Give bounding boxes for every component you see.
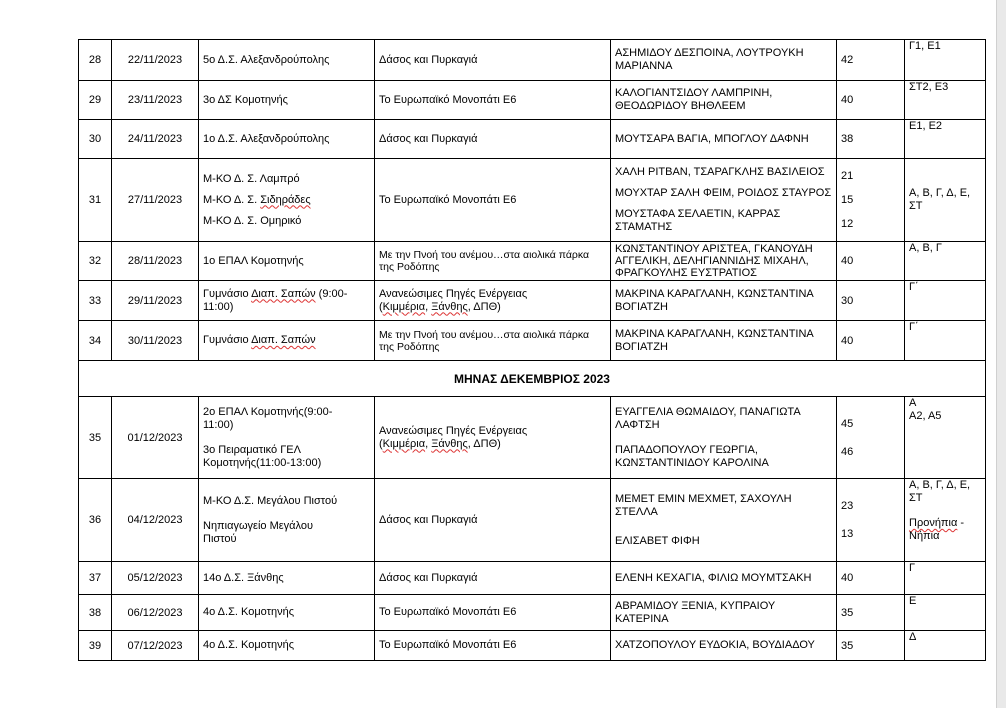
educator-line: ΜΕΜΕΤ ΕΜΙΝ ΜΕΧΜΕΤ, ΣΑΧΟΥΛΗ (615, 492, 792, 505)
student-count: 40 (837, 242, 905, 281)
educator-line: ΜΑΚΡΙΝΑ ΚΑΡΑΓΛΑΝΗ, ΚΩΝΣΤΑΝΤΙΝΑ (615, 327, 814, 340)
school-line-text: (9:00- (315, 287, 348, 300)
student-count-line: 13 (841, 528, 854, 540)
student-count-line: 12 (841, 218, 854, 230)
row-number: 29 (79, 81, 112, 120)
educator-line: ΚΑΤΕΡΙΝΑ (615, 612, 669, 625)
classes-line: Α, Β, Γ, Δ, Ε, (909, 479, 971, 491)
classes-line: Α (909, 397, 917, 409)
educator-line: ΘΕΟΔΩΡΙΔΟΥ ΒΗΘΛΕΕΜ (615, 100, 746, 112)
school-line: 11:00) (203, 418, 234, 431)
educators (611, 479, 837, 562)
visit-date: 07/12/2023 (112, 631, 199, 661)
misspelled-word: Ξάνθης (431, 300, 468, 313)
row-number: 39 (79, 631, 112, 661)
school-name: 3ο ΔΣ Κομοτηνής (199, 81, 375, 120)
visit-date: 05/12/2023 (112, 562, 199, 595)
school-name: 4ο Δ.Σ. Κομοτηνής (199, 595, 375, 631)
classes (905, 479, 986, 562)
classes (905, 159, 986, 242)
row-number: 33 (79, 281, 112, 321)
school-line-text: Γυμνάσιο (203, 287, 252, 300)
school-name (199, 159, 375, 242)
student-count: 30 (837, 281, 905, 321)
educator-line: ΜΑΡΙΑΝΝΑ (615, 60, 673, 72)
misspelled-word: Διαπ. Σαπών (251, 334, 316, 346)
program-name: Το Ευρωπαϊκό Μονοπάτι Ε6 (375, 81, 611, 120)
row-number: 34 (79, 321, 112, 361)
row-number: 28 (79, 40, 112, 81)
student-count-line: 15 (841, 194, 854, 206)
educator-line: ΚΩΝΣΤΑΝΤΙΝΙΔΟΥ ΚΑΡΟΛΙΝΑ (615, 456, 769, 469)
classes-line: ΣΤ (909, 492, 923, 504)
classes: Ε1, Ε2 (905, 120, 986, 159)
educators (611, 81, 837, 120)
educators (611, 562, 837, 595)
educator-line: ΣΤΑΜΑΤΗΣ (615, 221, 673, 233)
school-name (199, 321, 375, 361)
row-number: 37 (79, 562, 112, 595)
school-line (203, 288, 370, 301)
visit-date: 23/11/2023 (112, 81, 199, 120)
program-name: Δάσος και Πυρκαγιά (375, 120, 611, 159)
educator-line: ΕΥΑΓΓΕΛΙΑ ΘΩΜΑΙΔΟΥ, ΠΑΝΑΓΙΩΤΑ (615, 405, 801, 418)
row-number: 31 (79, 159, 112, 242)
classes-line (909, 517, 981, 530)
school-name: 4ο Δ.Σ. Κομοτηνής (199, 631, 375, 661)
program-line: Με την Πνοή του ανέμου…στα αιολικά πάρκα (379, 328, 590, 341)
table-row (79, 479, 986, 562)
educator-line: ΜΟΥΤΣΑΡΑ ΒΑΓΙΑ, ΜΠΟΓΛΟΥ ΔΑΦΝΗ (615, 132, 809, 145)
misspelled-word: Κιμμέρια (382, 437, 426, 450)
student-count-line: 21 (841, 170, 854, 182)
student-count: 40 (837, 81, 905, 120)
educator-line: ΛΑΦΤΣΗ (615, 418, 660, 431)
program-name: Το Ευρωπαϊκό Μονοπάτι Ε6 (375, 631, 611, 661)
educator-line: ΚΑΛΟΓΙΑΝΤΣΙΔΟΥ ΛΑΜΠΡΙΝΗ, (615, 87, 773, 99)
table-row (79, 321, 986, 361)
educators (611, 397, 837, 479)
row-number: 38 (79, 595, 112, 631)
student-count (837, 397, 905, 479)
educator-line: ΒΟΓΙΑΤΖΗ (615, 300, 668, 313)
classes (905, 397, 986, 479)
misspelled-word: Διαπ. Σαπών (251, 287, 316, 300)
visit-date: 27/11/2023 (112, 159, 199, 242)
program-line: Ανανεώσιμες Πηγές Ενέργειας (379, 287, 528, 300)
school-line: 3ο Πειραματικό ΓΕΛ (203, 443, 301, 456)
row-number: 30 (79, 120, 112, 159)
student-count (837, 159, 905, 242)
educator-line: ΜΟΥΧΤΑΡ ΣΑΛΗ ΦΕΙΜ, ΡΟΙΔΟΣ ΣΤΑΥΡΟΣ (615, 187, 832, 199)
classes: Γ (905, 562, 986, 595)
educators (611, 120, 837, 159)
school-line-text: Γυμνάσιο (203, 334, 252, 346)
classes-line: ΣΤ (909, 200, 923, 212)
month-header: ΜΗΝΑΣ ΔΕΚΕΜΒΡΙΟΣ 2023 (79, 361, 986, 397)
row-number: 32 (79, 242, 112, 281)
school-line: 2ο ΕΠΑΛ Κομοτηνής(9:00- (203, 405, 333, 418)
table-row (79, 81, 986, 120)
program-name (375, 397, 611, 479)
visit-date: 06/12/2023 (112, 595, 199, 631)
educator-line: ΒΟΓΙΑΤΖΗ (615, 340, 668, 353)
educators (611, 281, 837, 321)
educators (611, 242, 837, 281)
educator-line: ΦΡΑΓΚΟΥΛΗΣ ΕΥΣΤΡΑΤΙΟΣ (615, 267, 757, 279)
classes-line: Α, Β, Γ, Δ, Ε, (909, 187, 971, 199)
educators (611, 40, 837, 81)
program-name: Δάσος και Πυρκαγιά (375, 479, 611, 562)
school-line: Κομοτηνής(11:00-13:00) (203, 456, 322, 469)
table-row (79, 281, 986, 321)
student-count-line: 45 (841, 417, 854, 430)
classes-line-text: - (957, 517, 965, 529)
student-count: 42 (837, 40, 905, 81)
classes: Ε (905, 595, 986, 631)
educator-line: ΧΑΛΗ ΡΙΤΒΑΝ, ΤΣΑΡΑΓΚΛΗΣ ΒΑΣΙΛΕΙΟΣ (615, 166, 825, 178)
table-row (79, 242, 986, 281)
educator-line: ΕΛΕΝΗ ΚΕΧΑΓΙΑ, ΦΙΛΙΩ ΜΟΥΜΤΣΑΚΗ (615, 571, 812, 584)
schedule-table (78, 39, 986, 661)
student-count-line: 46 (841, 445, 854, 458)
educator-line: ΜΑΚΡΙΝΑ ΚΑΡΑΓΛΑΝΗ, ΚΩΝΣΤΑΝΤΙΝΑ (615, 287, 814, 300)
student-count: 40 (837, 562, 905, 595)
program-line (379, 301, 606, 314)
program-line-text: , (425, 300, 432, 313)
program-line: Ανανεώσιμες Πηγές Ενέργειας (379, 424, 528, 437)
misspelled-word: Σιδηράδες (260, 193, 311, 206)
classes-line: Α2, Α5 (909, 410, 942, 422)
program-line: της Ροδόπης (379, 340, 440, 353)
school-line: 11:00) (203, 300, 234, 313)
school-name: 1ο ΕΠΑΛ Κομοτηνής (199, 242, 375, 281)
program-name: Το Ευρωπαϊκό Μονοπάτι Ε6 (375, 159, 611, 242)
school-name: 1ο Δ.Σ. Αλεξανδρούπολης (199, 120, 375, 159)
visit-date: 24/11/2023 (112, 120, 199, 159)
educators (611, 595, 837, 631)
school-name: 5ο Δ.Σ. Αλεξανδρούπολης (199, 40, 375, 81)
classes: ΣΤ2, Ε3 (905, 81, 986, 120)
school-line: Πιστού (203, 532, 237, 545)
row-number: 36 (79, 479, 112, 562)
student-count-line: 23 (841, 500, 854, 512)
program-name: Δάσος και Πυρκαγιά (375, 40, 611, 81)
school-line: Μ-ΚΟ Δ. Σ. Λαμπρό (203, 172, 300, 185)
classes: Γ΄ (905, 321, 986, 361)
program-name (375, 281, 611, 321)
school-name (199, 479, 375, 562)
visit-date: 28/11/2023 (112, 242, 199, 281)
table-row (79, 159, 986, 242)
school-name (199, 281, 375, 321)
misspelled-word: Κιμμέρια (382, 300, 426, 313)
educator-line: ΧΑΤΖΟΠΟΥΛΟΥ ΕΥΔΟΚΙΑ, ΒΟΥΔΙΑΔΟΥ (615, 639, 815, 651)
table-row (79, 631, 986, 661)
program-name: Δάσος και Πυρκαγιά (375, 562, 611, 595)
misspelled-word: Ξάνθης (431, 437, 468, 450)
program-name (375, 242, 611, 281)
table-row (79, 562, 986, 595)
month-header-row (79, 361, 986, 397)
program-line-text: , (425, 437, 432, 450)
program-line (379, 438, 606, 451)
school-line-text: Μ-ΚΟ Δ. Σ. (203, 193, 261, 206)
program-line: της Ροδόπης (379, 261, 440, 273)
educator-line: ΑΣΗΜΙΔΟΥ ΔΕΣΠΟΙΝΑ, ΛΟΥΤΡΟΥΚΗ (615, 47, 804, 59)
classes: Γ΄ (905, 281, 986, 321)
educator-line: ΕΛΙΣΑΒΕΤ ΦΙΦΗ (615, 534, 700, 547)
row-number: 35 (79, 397, 112, 479)
classes: Γ1, Ε1 (905, 40, 986, 81)
misspelled-word: Προνήπια (909, 517, 958, 529)
classes: Δ (905, 631, 986, 661)
program-line-text: , ΔΠΘ) (467, 437, 501, 450)
program-name (375, 321, 611, 361)
student-count: 35 (837, 631, 905, 661)
educator-line: ΜΟΥΣΤΑΦΑ ΣΕΛΑΕΤΙΝ, ΚΑΡΡΑΣ (615, 208, 781, 220)
visit-date: 30/11/2023 (112, 321, 199, 361)
classes: Α, Β, Γ (905, 242, 986, 281)
table-row (79, 397, 986, 479)
school-line: Μ-ΚΟ Δ. Σ. Ομηρικό (203, 214, 302, 227)
school-line: Μ-ΚΟ Δ.Σ. Μεγάλου Πιστού (203, 494, 338, 507)
table-row (79, 595, 986, 631)
program-line-text: ( (379, 300, 383, 313)
student-count (837, 479, 905, 562)
visit-date: 01/12/2023 (112, 397, 199, 479)
visit-date: 04/12/2023 (112, 479, 199, 562)
educators (611, 631, 837, 661)
educators (611, 321, 837, 361)
classes-line: Νήπια (909, 530, 940, 542)
student-count: 40 (837, 321, 905, 361)
program-line-text: , ΔΠΘ) (467, 300, 501, 313)
program-line-text: ( (379, 437, 383, 450)
school-line: Νηπιαγωγείο Μεγάλου (203, 519, 313, 532)
educators (611, 159, 837, 242)
program-name: Το Ευρωπαϊκό Μονοπάτι Ε6 (375, 595, 611, 631)
school-line (203, 194, 370, 207)
visit-date: 22/11/2023 (112, 40, 199, 81)
school-name (199, 397, 375, 479)
table-row (79, 120, 986, 159)
table-row (79, 40, 986, 81)
school-name: 14ο Δ.Σ. Ξάνθης (199, 562, 375, 595)
student-count: 38 (837, 120, 905, 159)
visit-date: 29/11/2023 (112, 281, 199, 321)
educator-line: ΠΑΠΑΔΟΠΟΥΛΟΥ ΓΕΩΡΓΙΑ, (615, 443, 758, 456)
student-count: 35 (837, 595, 905, 631)
educator-line: ΚΩΝΣΤΑΝΤΙΝΟΥ ΑΡΙΣΤΕΑ, ΓΚΑΝΟΥΔΗ (615, 243, 813, 255)
educator-line: ΣΤΕΛΛΑ (615, 505, 658, 518)
educator-line: ΑΓΓΕΛΙΚΗ, ΔΕΛΗΓΙΑΝΝΙΔΗΣ ΜΙΧΑΗΛ, (615, 255, 809, 267)
program-line: Με την Πνοή του ανέμου…στα αιολικά πάρκα (379, 249, 590, 261)
educator-line: ΑΒΡΑΜΙΔΟΥ ΞΕΝΙΑ, ΚΥΠΡΑΙΟΥ (615, 599, 776, 612)
